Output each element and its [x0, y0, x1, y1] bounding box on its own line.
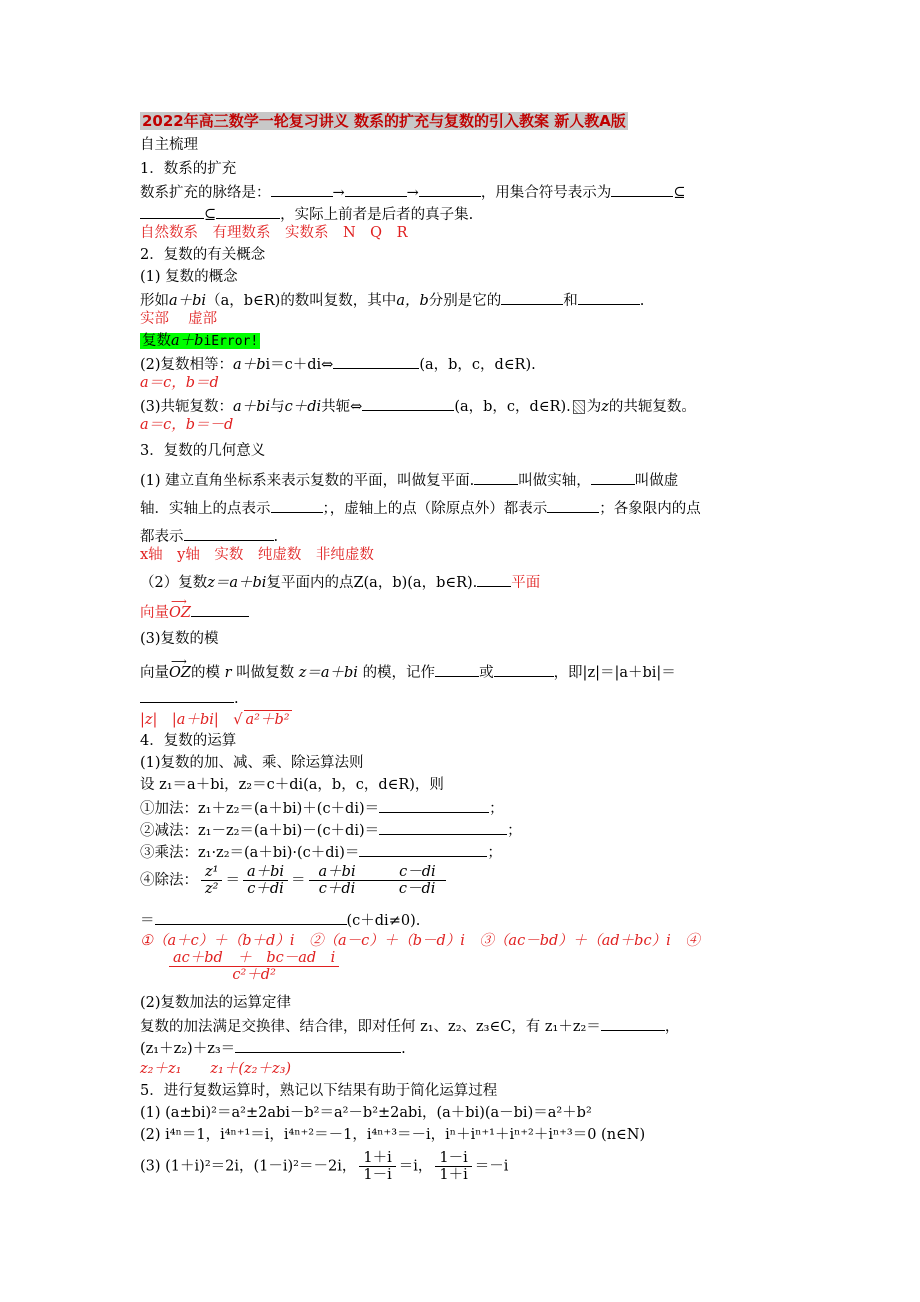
text: z₁＝a＋bi，z₂＝c＋di(a，b，c，d∈R)，则 — [159, 777, 444, 793]
numerator: a＋bi — [243, 864, 288, 881]
answer-text: a²＋b² — [245, 712, 290, 728]
denominator: 1－i — [363, 1167, 392, 1183]
modulus-answer — [140, 710, 292, 729]
operations-setup — [140, 776, 444, 794]
text: (3)共轭复数： — [140, 399, 234, 415]
text: 复平面内的点 — [266, 575, 354, 591]
modulus-line-2 — [140, 688, 239, 708]
addition-laws-answer: z₂＋z₁ z₁＋(z₂＋z₃) — [140, 1061, 292, 1077]
blank — [216, 204, 280, 219]
text: (z₁＋z₂)＋z₃＝ — [140, 1041, 236, 1057]
blank — [271, 182, 333, 197]
blank — [474, 470, 518, 485]
operations-answer-fraction — [166, 950, 342, 983]
text: . — [234, 691, 239, 707]
text: 形如 — [140, 293, 169, 309]
vector-label: OZ — [169, 605, 191, 621]
text: c＋di — [284, 399, 322, 415]
text: 叫做复数 — [236, 665, 295, 681]
operations-title: (1)复数的加、减、乘、除运算法则 — [140, 755, 364, 771]
text: ＝ — [140, 913, 155, 929]
text: ，用集合符号表示为 — [480, 185, 612, 201]
document-title — [140, 112, 628, 131]
blank — [435, 662, 479, 677]
text: (1) 建立直角坐标系来表示复数的平面，叫做复平面. — [140, 473, 475, 489]
text: 复数的加法满足交换律、结合律，即对任何 — [140, 1019, 416, 1035]
text: (a，b，c，d∈R). — [454, 399, 571, 415]
text: 的共轭复数。 — [608, 399, 696, 415]
text: a，b — [396, 293, 429, 309]
text: z₁、z₂、z₃∈C，有 — [420, 1019, 541, 1035]
text: （2）复数 — [140, 575, 208, 591]
text: (3) (1＋i)²＝2i，(1－i)²＝－2i， — [140, 1158, 357, 1175]
text: 共轭⇔ — [321, 399, 363, 415]
section-5-heading: 5．进行复数运算时，熟记以下结果有助于简化运算过程 — [140, 1083, 498, 1099]
text: . — [401, 1041, 406, 1057]
text: (a，b，c，d∈R). — [419, 357, 536, 373]
operations-answer: ①（a＋c）＋（b＋d）i ②（a－c）＋（b－d）i ③（ac－bd）＋（ad＋bc）i ④ — [140, 933, 700, 949]
text: ；，虚轴上的点（除原点外）都表示 — [322, 501, 548, 517]
text: r — [224, 665, 232, 681]
text: 叫做虚 — [634, 473, 679, 489]
blank — [591, 470, 635, 485]
fraction-z — [201, 864, 222, 897]
blank — [155, 910, 347, 925]
text: 为 — [586, 399, 602, 415]
text: ； — [487, 845, 502, 861]
concept-definition — [140, 290, 644, 310]
text: ＝ — [291, 872, 306, 889]
answer-text: 向量 — [140, 605, 169, 621]
text: 向量 — [140, 665, 169, 681]
text: ③乘法： — [140, 845, 198, 861]
denominator: c＋di — [247, 881, 284, 897]
fraction-answer — [169, 950, 339, 983]
blank — [477, 572, 511, 587]
text: ①加法： — [140, 801, 198, 817]
text: （a，b∈R)的数叫复数，其中 — [206, 293, 397, 309]
vector-oz — [169, 655, 191, 682]
text: z₁＋z₂＝(a＋bi)＋(c＋di)＝ — [198, 801, 380, 817]
section-4-heading: 4．复数的运算 — [140, 733, 237, 749]
broken-image-icon — [573, 400, 585, 414]
text: a＋b — [171, 333, 204, 349]
answer-text: 平面 — [511, 575, 541, 591]
text: 都表示 — [140, 529, 184, 545]
text: Z(a，b)(a，b∈R). — [353, 575, 478, 591]
text: (c＋di≠0). — [346, 913, 421, 929]
text: ＝ — [225, 872, 240, 889]
result-3 — [140, 1150, 508, 1183]
text: a＋bi — [233, 399, 271, 415]
text: 叫做实轴， — [518, 473, 591, 489]
blank — [140, 204, 204, 219]
blank — [494, 662, 554, 677]
blank — [379, 820, 507, 835]
addition-laws-line-2 — [140, 1038, 406, 1058]
blank — [140, 688, 234, 703]
text: z＝a＋bi — [298, 665, 358, 681]
section-1-line-1 — [140, 182, 685, 202]
geometry-line-2 — [140, 498, 701, 518]
section-label: 自主梳理 — [140, 137, 198, 153]
text: ＝i， — [398, 1158, 433, 1175]
denominator: c＋di c－di — [318, 881, 436, 897]
highlight — [140, 333, 260, 349]
blank — [345, 182, 407, 197]
text: . — [639, 293, 645, 309]
fraction-2 — [435, 1150, 471, 1183]
text: z₁＋z₂＝ — [544, 1019, 601, 1035]
multiplication-rule — [140, 842, 502, 862]
blank — [501, 290, 563, 305]
blank — [271, 498, 323, 513]
text: (2)复数相等： — [140, 357, 234, 373]
text: ； — [489, 801, 504, 817]
subset-symbol: ⊆ — [204, 207, 217, 223]
addition-laws-title: (2)复数加法的运算定律 — [140, 995, 292, 1011]
text: z₁·z₂＝(a＋bi)·(c＋di)＝ — [198, 845, 360, 861]
text: a＋bi — [169, 293, 207, 309]
section-1-heading: 1．数系的扩充 — [140, 161, 237, 177]
text: 的模 — [190, 665, 220, 681]
conjugate-line — [140, 396, 696, 416]
equality-answer: a＝c，b＝d — [140, 375, 219, 391]
concept-answer: 实部 虚部 — [140, 311, 218, 327]
numerator: z¹ — [201, 864, 222, 881]
text: ，实际上前者是后者的真子集. — [280, 207, 474, 223]
text: 与 — [270, 399, 285, 415]
text: i⇔ — [316, 357, 334, 373]
blank — [611, 182, 673, 197]
text: ； — [507, 823, 522, 839]
highlighted-line — [140, 332, 260, 351]
arrow: → — [332, 185, 345, 201]
text: i＝c＋d — [265, 357, 317, 373]
denominator: z² — [205, 881, 219, 897]
vector-oz — [169, 595, 191, 622]
blank — [578, 290, 640, 305]
complex-equality — [140, 354, 536, 374]
text: ②减法： — [140, 823, 198, 839]
text: . — [273, 529, 279, 545]
result-1: (1) (a±bi)²＝a²±2abi－b²＝a²－b²±2abi，(a＋bi)(a－bi)＝a²＋b² — [140, 1105, 592, 1121]
text: 分别是它的 — [428, 293, 502, 309]
denominator: 1＋i — [439, 1167, 468, 1183]
division-result — [140, 910, 420, 930]
fraction-2 — [309, 864, 446, 897]
blank — [547, 498, 599, 513]
geometry-line-4 — [140, 572, 540, 592]
modulus-line-1 — [140, 655, 676, 682]
numerator: 1－i — [435, 1150, 471, 1167]
section-1-line-2 — [140, 204, 473, 224]
blank — [362, 396, 454, 411]
text: 或 — [479, 665, 494, 681]
geometry-answer-1: x轴 y轴 实数 纯虚数 非纯虚数 — [140, 547, 374, 563]
blank — [601, 1016, 665, 1031]
text: 和 — [563, 293, 578, 309]
modulus-title: (3)复数的模 — [140, 631, 219, 647]
text: ， — [664, 1019, 680, 1035]
vector-arrow-icon: ⟶ — [171, 595, 187, 608]
blank — [419, 182, 481, 197]
answer-text: |z| |a＋bi| — [140, 712, 219, 728]
text: z — [601, 399, 609, 415]
conjugate-answer: a＝c，b＝－d — [140, 417, 234, 433]
text: 数系扩充的脉络是： — [140, 185, 271, 201]
section-1-answer: 自然数系 有理数系 实数系 N Q R — [140, 225, 408, 241]
text: 轴．实轴上的点表示 — [140, 501, 271, 517]
text: 复数 — [142, 333, 171, 349]
denominator: c²＋d² — [232, 967, 276, 983]
addition-rule — [140, 798, 504, 818]
addition-laws-line-1 — [140, 1016, 679, 1036]
arrow: → — [406, 185, 419, 201]
text: 的模，记作 — [362, 665, 436, 681]
text: 设 — [140, 777, 155, 793]
vector-label: OZ — [169, 665, 191, 681]
text: ④除法： — [140, 872, 198, 889]
geometry-line-3 — [140, 526, 278, 546]
geometry-line-1 — [140, 470, 678, 490]
section-3-heading: 3．复数的几何意义 — [140, 443, 266, 459]
text: ，即|z|＝|a＋bi|＝ — [553, 665, 676, 681]
blank — [235, 1038, 401, 1053]
text: z＝a＋bi — [207, 575, 267, 591]
blank — [379, 798, 489, 813]
text: ＝－i — [474, 1158, 509, 1175]
concept-title: (1) 复数的概念 — [140, 269, 238, 285]
section-2-heading: 2．复数的有关概念 — [140, 247, 266, 263]
text: a＋b — [233, 357, 266, 373]
blank — [359, 842, 487, 857]
numerator: a＋bi c－di — [309, 864, 446, 881]
vector-arrow-icon: ⟶ — [171, 655, 187, 668]
numerator: ac＋bd ＋ bc－ad i — [169, 950, 339, 967]
subtraction-rule — [140, 820, 522, 840]
text: ；各象限内的点 — [599, 501, 701, 517]
numerator: 1＋i — [359, 1150, 395, 1167]
text: z₁－z₂＝(a＋bi)－(c＋di)＝ — [198, 823, 380, 839]
sqrt-icon: √ — [233, 712, 243, 728]
error-text: iError! — [203, 334, 259, 349]
subset-symbol: ⊆ — [673, 185, 686, 201]
blank — [191, 602, 249, 617]
geometry-answer-2 — [140, 595, 249, 622]
result-2: (2) i⁴ⁿ＝1，i⁴ⁿ⁺¹＝i，i⁴ⁿ⁺²＝－1，i⁴ⁿ⁺³＝－i，iⁿ＋iⁿ⁺¹＋iⁿ⁺²＋iⁿ⁺³＝0 (n∈N) — [140, 1127, 646, 1143]
fraction-1 — [243, 864, 288, 897]
division-rule — [140, 864, 449, 897]
fraction-1 — [359, 1150, 395, 1183]
blank — [184, 526, 274, 541]
title-text: 2022年高三数学一轮复习讲义 数系的扩充与复数的引入教案 新人教A版 — [142, 112, 626, 130]
blank — [333, 354, 419, 369]
